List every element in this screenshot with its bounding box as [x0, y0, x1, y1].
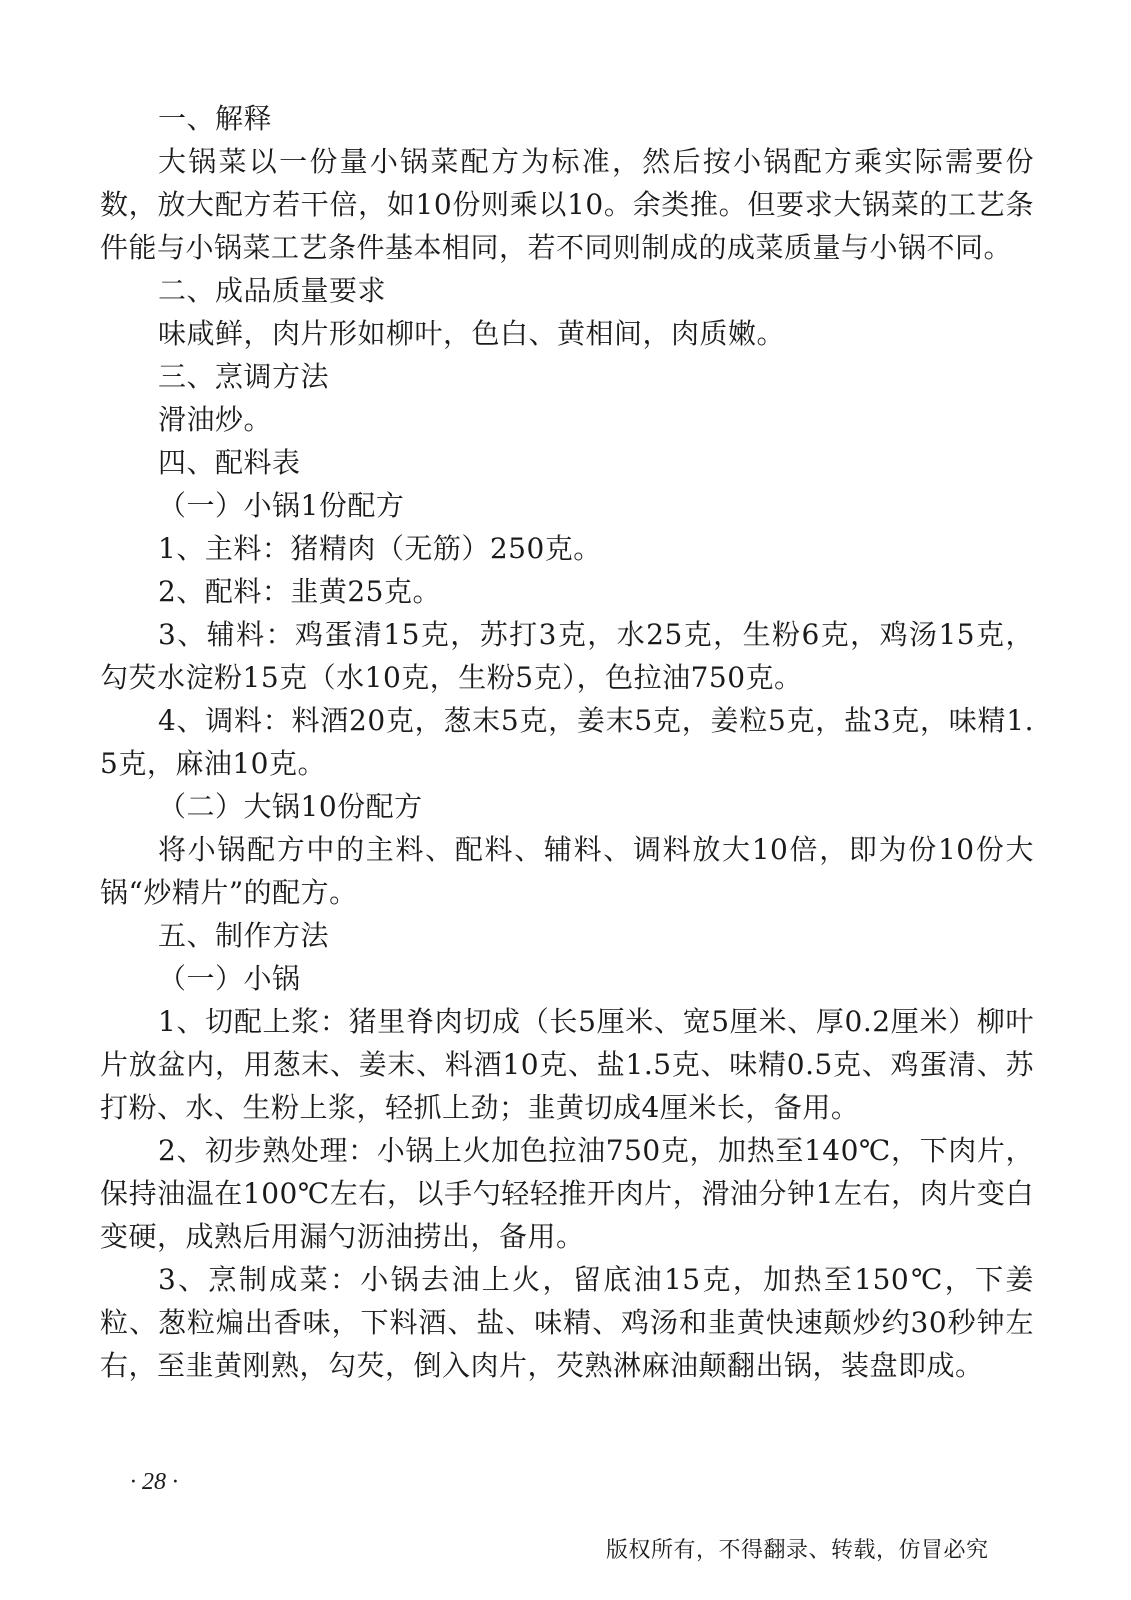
subsection-heading: （二）大锅10份配方 [158, 790, 423, 823]
section-heading: 五、制作方法 [158, 919, 330, 952]
paragraph: 滑油炒。 [158, 403, 273, 436]
page-number: · 28 · [130, 1469, 178, 1495]
paragraph: 3、辅料：鸡蛋清15克，苏打3克，水25克，生粉6克，鸡汤15克，勾芡水淀粉15克（水10克，生粉5克），色拉油750克。 [100, 618, 1034, 694]
copyright-footer: 版权所有，不得翻录、转载，仿冒必究 [606, 1538, 989, 1563]
section-heading: 一、解释 [158, 102, 273, 135]
paragraph: 2、配料：韭黄25克。 [158, 575, 441, 608]
paragraph: 3、烹制成菜：小锅去油上火，留底油15克，加热至150℃，下姜粒、葱粒煸出香味，下料酒、盐、味精、鸡汤和韭黄快速颠炒约30秒钟左右，至韭黄刚熟，勾芡，倒入肉片，芡熟淋麻油颠翻出锅，装盘即成。 [100, 1263, 1034, 1382]
paragraph: 1、切配上浆：猪里脊肉切成（长5厘米、宽5厘米、厚0.2厘米）柳叶片放盆内，用葱末、姜末、料酒10克、盐1.5克、味精0.5克、鸡蛋清、苏打粉、水、生粉上浆，轻抓上劲；韭黄切成4厘米长，备用。 [100, 1005, 1034, 1124]
subsection-heading: （一）小锅1份配方 [158, 489, 405, 522]
paragraph: 4、调料：料酒20克，葱末5克，姜末5克，姜粒5克，盐3克，味精1.5克，麻油10克。 [100, 704, 1034, 780]
paragraph: 2、初步熟处理：小锅上火加色拉油750克，加热至140℃，下肉片，保持油温在100℃左右，以手勺轻轻推开肉片，滑油分钟1左右，肉片变白变硬，成熟后用漏勺沥油捞出，备用。 [100, 1134, 1034, 1253]
subsection-heading: （一）小锅 [158, 962, 301, 995]
section-heading: 二、成品质量要求 [158, 274, 387, 307]
section-heading: 三、烹调方法 [158, 360, 330, 393]
paragraph: 味咸鲜，肉片形如柳叶，色白、黄相间，肉质嫩。 [158, 317, 786, 350]
paragraph: 将小锅配方中的主料、配料、辅料、调料放大10倍，即为份10份大锅“炒精片”的配方。 [100, 833, 1034, 909]
document-body [100, 97, 1034, 1387]
paragraph: 1、主料：猪精肉（无筋）250克。 [158, 532, 602, 565]
section-heading: 四、配料表 [158, 446, 301, 479]
paragraph: 大锅菜以一份量小锅菜配方为标准，然后按小锅配方乘实际需要份数，放大配方若干倍，如10份则乘以10。余类推。但要求大锅菜的工艺条件能与小锅菜工艺条件基本相同，若不同则制成的成菜质量与小锅不同。 [100, 145, 1034, 264]
